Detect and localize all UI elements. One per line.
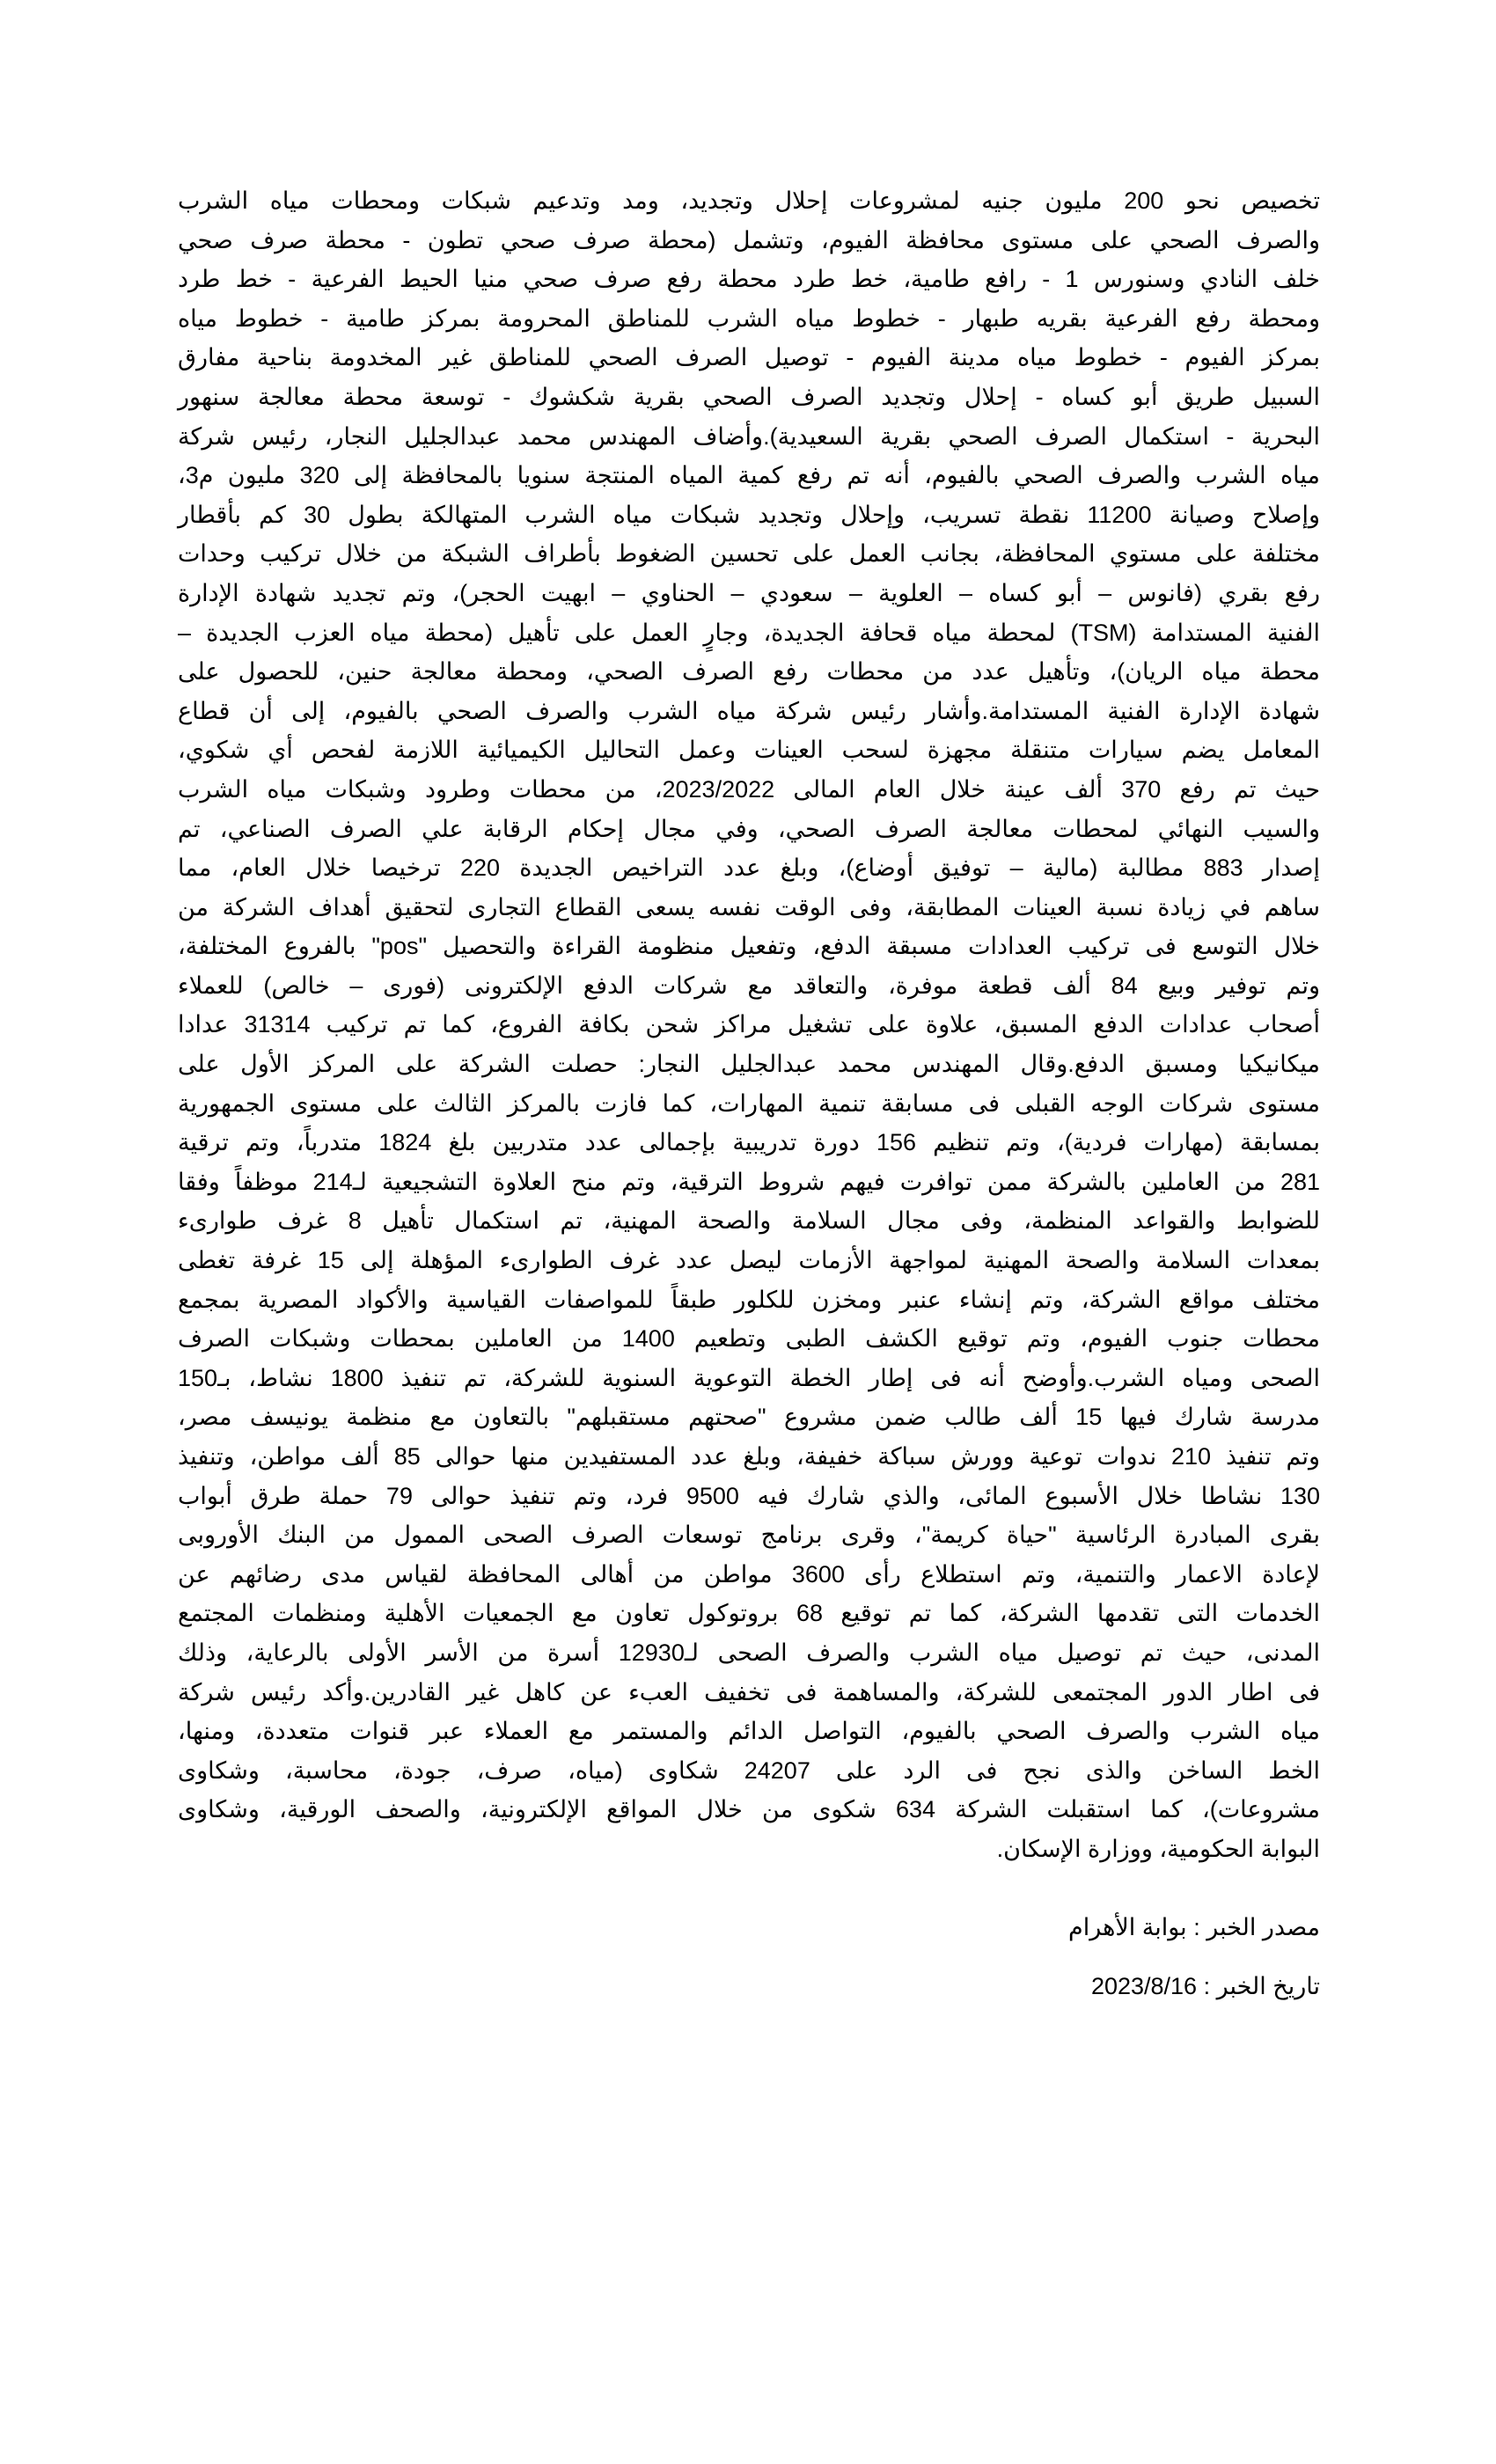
article-line: والصرف الصحي على مستوى محافظة الفيوم، وتشمل (محطة صرف صحي تطون - محطة صرف صحي (178, 226, 1320, 253)
article-line: 281 من العاملين بالشركة ممن توافرت فيهم شروط الترقية، وتم منح العلاوة التشجيعية لـ214 موظفاً وفقا (178, 1168, 1321, 1195)
news-source: مصدر الخبر : بوابة الأهرام (1067, 1914, 1320, 1940)
article-line: محطات جنوب الفيوم، وتم توقيع الكشف الطبى وتطعيم 1400 من العاملين بمحطات وشبكات الصرف (178, 1325, 1320, 1353)
article-line: ساهم في زيادة نسبة العينات المطابقة، وفى الوقت نفسه يسعى القطاع التجارى لتحقيق أهداف الشركة من (178, 893, 1320, 920)
article-line: أصحاب عدادات الدفع المسبق، علاوة على تشغيل مراكز شحن بكافة الفروع، كما تم تركيب 31314 عدادا (178, 1011, 1320, 1038)
article-line: بمركز الفيوم - خطوط مياه مدينة الفيوم - توصيل الصرف الصحي للمناطق غير المخدومة بناحية مفارق (178, 344, 1320, 371)
article-line: البحرية - استكمال الصرف الصحي بقرية السعيدية).وأضاف المهندس محمد عبدالجليل النجار، رئيس شركة (178, 422, 1320, 450)
article-line: ومحطة رفع الفرعية بقريه طبهار - خطوط مياه الشرب للمناطق المحرومة بمركز طامية - خطوط مياه (178, 304, 1320, 332)
article-line: الصحى ومياه الشرب.وأوضح أنه فى إطار الخطة التوعوية السنوية للشركة، تم تنفيذ 1800 نشاط، بـ150 (178, 1364, 1320, 1391)
article-line: وتم تنفيذ 210 ندوات توعية وورش سباكة خفيفة، وبلغ عدد المستفيدين منها حوالى 85 ألف مواطن، وتنفيذ (178, 1443, 1320, 1470)
article-line: بقرى المبادرة الرئاسية "حياة كريمة"، وقرى برنامج توسعات الصرف الصحى الممول من البنك الأوروبى (178, 1522, 1320, 1549)
article-line: رفع بقري (فانوس – أبو كساه – العلوية – سعودي – الحناوي – ابهيت الحجر)، وتم تجديد شهادة الإدارة (178, 579, 1320, 606)
article-line: حيث تم رفع 370 ألف عينة خلال العام المالى 2023/2022، من محطات وطرود وشبكات مياه الشرب (178, 775, 1321, 803)
news-date: تاريخ الخبر : 2023/8/16 (1090, 1973, 1320, 1999)
article-line-last: البوابة الحكومية، ووزارة الإسكان. (996, 1835, 1320, 1862)
article-line: مدرسة شارك فيها 15 ألف طالب ضمن مشروع "صحتهم مستقبلهم" بالتعاون مع منظمة يونيسف مصر، (178, 1404, 1320, 1431)
article-line: ميكانيكيا ومسبق الدفع.وقال المهندس محمد عبدالجليل النجار: حصلت الشركة على المركز الأول على (178, 1051, 1320, 1078)
article-line: مستوى شركات الوجه القبلى فى مسابقة تنمية المهارات، كما فازت بالمركز الثالث على مستوى الجمهورية (178, 1089, 1320, 1117)
article-line: مياه الشرب والصرف الصحي بالفيوم، التواصل الدائم والمستمر مع العملاء عبر قنوات متعددة، ومنها، (178, 1718, 1320, 1745)
article-line: مياه الشرب والصرف الصحي بالفيوم، أنه تم رفع كمية المياه المنتجة سنويا بالمحافظة إلى 320 مليون م3، (178, 462, 1321, 489)
article-line: محطة مياه الريان)، وتأهيل عدد من محطات رفع الصرف الصحي، ومحطة معالجة حنين، للحصول على (178, 658, 1320, 686)
article-line: لإعادة الاعمار والتنمية، وتم استطلاع رأى 3600 مواطن من أهالى المحافظة لقياس مدى رضائهم عن (178, 1560, 1320, 1588)
article-line: خلف النادي وسنورس 1 - رافع طامية، خط طرد محطة رفع صرف صحي منيا الحيط الفرعية - خط طرد (178, 266, 1320, 293)
article-line: بمسابقة (مهارات فردية)، وتم تنظيم 156 دورة تدريبية بإجمالى عدد متدربين بلغ 1824 متدرباً، وتم ترقية (178, 1129, 1320, 1156)
article-line: بمعدات السلامة والصحة المهنية لمواجهة الأزمات ليصل عدد غرف الطوارىء المؤهلة إلى 15 غرفة تغطى (178, 1247, 1320, 1274)
article-line: إصدار 883 مطالبة (مالية – توفيق أوضاع)، وبلغ عدد التراخيص الجديدة 220 ترخيصا خلال العام، مما (178, 854, 1320, 882)
article-line: فى اطار الدور المجتمعى للشركة، والمساهمة فى تخفيف العبء عن كاهل غير القادرين.وأكد رئيس شركة (178, 1678, 1320, 1705)
article-line: خلال التوسع فى تركيب العدادات مسبقة الدفع، وتفعيل منظومة القراءة والتحصيل "pos" بالفروع المختلفة، (178, 933, 1320, 960)
article-line: الخط الساخن والذى نجح فى الرد على 24207 شكاوى (مياه، صرف، جودة، محاسبة، وشكاوى (178, 1756, 1320, 1784)
article-line: وتم توفير وبيع 84 ألف قطعة موفرة، والتعاقد مع شركات الدفع الإلكترونى (فورى – خالص) للعملاء (178, 972, 1320, 999)
article-line: تخصيص نحو 200 مليون جنيه لمشروعات إحلال وتجديد، ومد وتدعيم شبكات ومحطات مياه الشرب (178, 187, 1320, 214)
article-line: مختلف مواقع الشركة، وتم إنشاء عنبر ومخزن للكلور طبقاً للمواصفات القياسية والأكواد المصرية بمجمع (178, 1286, 1320, 1313)
article-line: مختلفة على مستوي المحافظة، بجانب العمل على تحسين الضغوط بأطراف الشبكة من خلال تركيب وحدات (178, 540, 1320, 568)
article-body (178, 181, 1320, 1869)
article-line: وإصلاح وصيانة 11200 نقطة تسريب، وإحلال وتجديد شبكات مياه الشرب المتهالكة بطول 30 كم بأقطار (178, 501, 1320, 528)
article-line: السبيل طريق أبو كساه - إحلال وتجديد الصرف الصحي بقرية شكشوك - توسعة محطة معالجة سنهور (178, 383, 1320, 410)
article-line: المدنى، حيث تم توصيل مياه الشرب والصرف الصحى لـ12930 أسرة من الأسر الأولى بالرعاية، وذلك (178, 1639, 1320, 1666)
article-line: الفنية المستدامة (TSM) لمحطة مياه قحافة الجديدة، وجارٍ العمل على تأهيل (محطة مياه العزب الجديدة – (178, 619, 1320, 646)
article-line: مشروعات)، كما استقبلت الشركة 634 شكوى من خلال المواقع الإلكترونية، والصحف الورقية، وشكاوى (178, 1796, 1320, 1823)
article-line: للضوابط والقواعد المنظمة، وفى مجال السلامة والصحة المهنية، تم استكمال تأهيل 8 غرف طوارىء (178, 1207, 1320, 1235)
article-line: الخدمات التى تقدمها الشركة، كما تم توقيع 68 بروتوكول تعاون مع الجمعيات الأهلية ومنظمات المجتمع (178, 1600, 1320, 1627)
article-line: والسيب النهائي لمحطات معالجة الصرف الصحي، وفي مجال إحكام الرقابة علي الصرف الصناعي، تم (178, 815, 1320, 842)
article-line: شهادة الإدارة الفنية المستدامة.وأشار رئيس شركة مياه الشرب والصرف الصحي بالفيوم، إلى أن قطاع (178, 697, 1320, 724)
article-line: المعامل يضم سيارات متنقلة مجهزة لسحب العينات وعمل التحاليل الكيميائية اللازمة لفحص أي شكوي، (178, 737, 1320, 764)
article-line: 130 نشاطا خلال الأسبوع المائى، والذي شارك فيه 9500 فرد، وتم تنفيذ حوالى 79 حملة طرق أبواب (178, 1482, 1320, 1509)
